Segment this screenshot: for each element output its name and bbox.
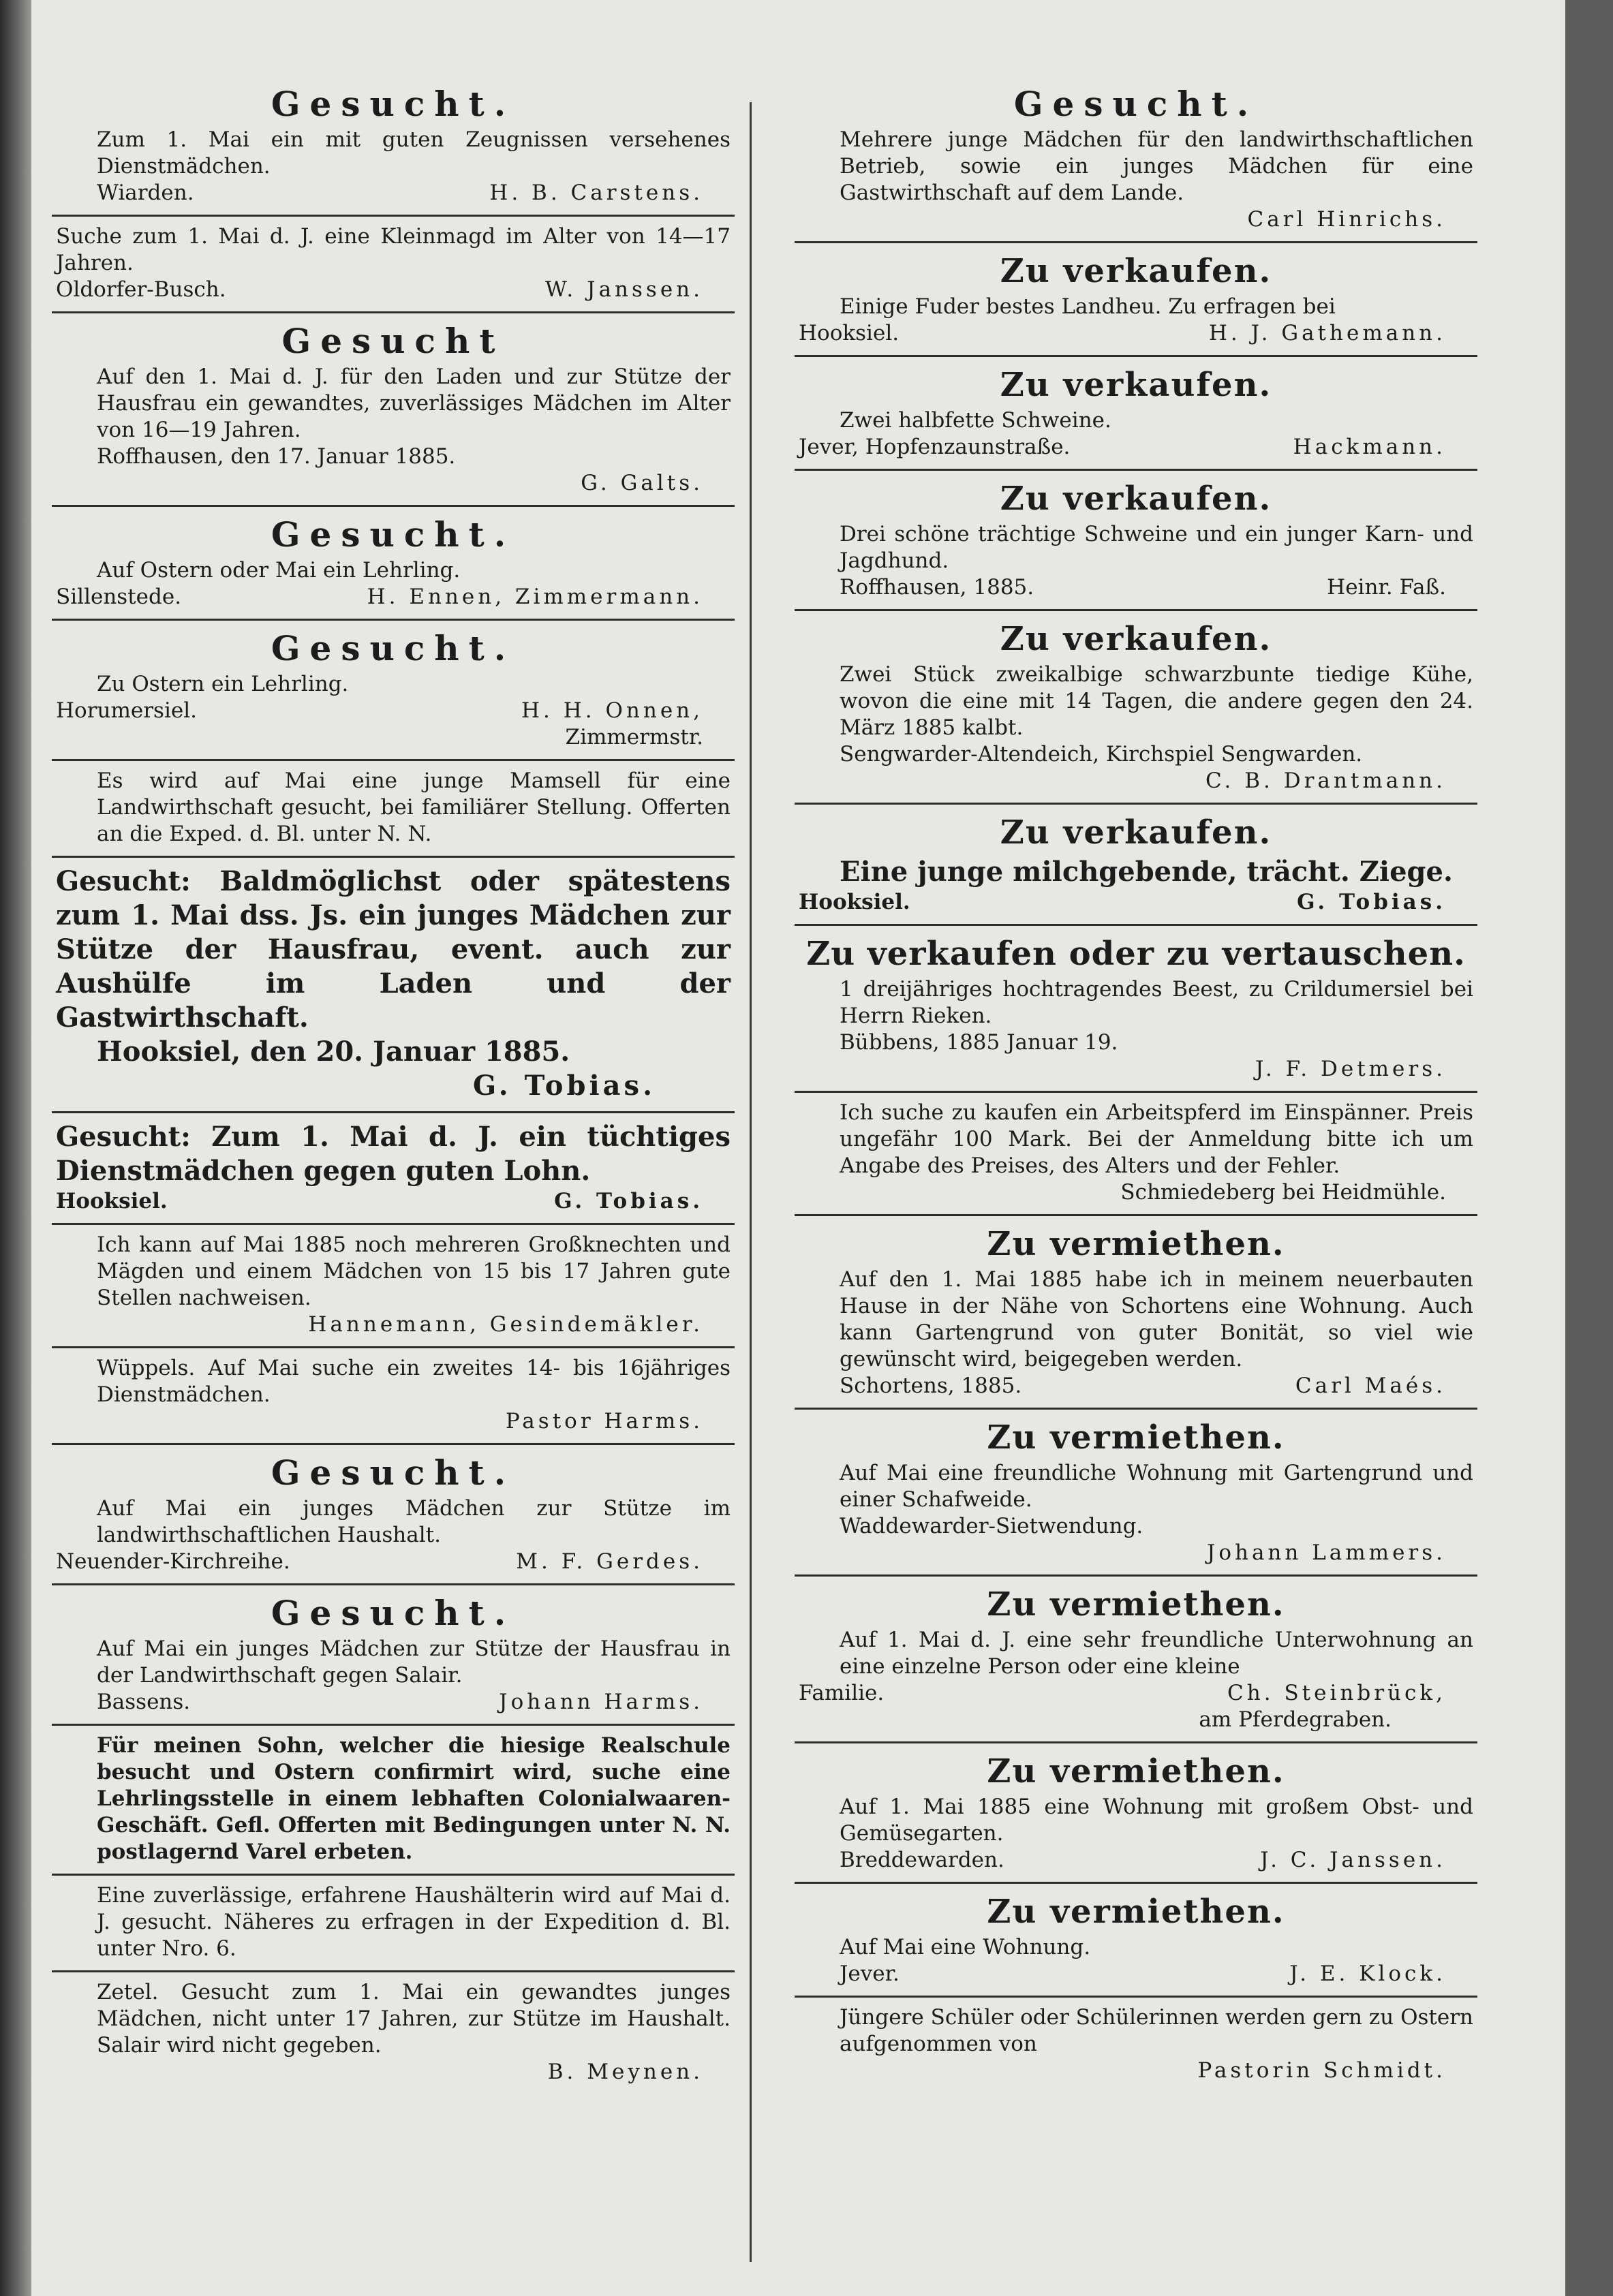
ad-heading: Zu verkaufen. [1000,480,1272,518]
ad-heading: Zu verkaufen. [1000,366,1272,404]
ad-text: Zetel. Gesucht zum 1. Mai ein gewandtes junges Mädchen, nicht unter 17 Jahren, zur Stütze im Haushalt. Salair wird nicht gegeben. [97,1980,731,2058]
ad-signature: Johann Lammers. [1206,1540,1446,1565]
ad-text: 1 dreijähriges hochtragendes Beest, zu Crildumersiel bei Herrn Rieken. [840,977,1473,1028]
ad-heading: Gesucht. [1013,84,1259,124]
ad-signature: B. Meynen. [547,2060,703,2084]
ad-left-9 [52,1232,735,1338]
ad-text: Einige Fuder bestes Landheu. Zu erfragen bei [840,294,1336,319]
ad-left-2 [52,223,735,303]
ad-signature: M. F. Gerdes. [516,1549,703,1574]
separator [795,803,1477,805]
separator [52,1724,735,1726]
ad-text: Wüppels. Auf Mai suche ein zweites 14- bis 16jähriges Dienstmädchen. [97,1356,731,1407]
ad-right-3 [795,364,1477,461]
ad-text: Ich kann auf Mai 1885 noch mehreren Großknechten und Mägden und einem Mädchen von 15 bis 17 Jahren gute Stellen nachweisen. [97,1232,731,1310]
ad-text: Auf Mai ein junges Mädchen zur Stütze im landwirthschaftlichen Haushalt. [97,1496,731,1547]
ad-place: Schortens, 1885. [840,1374,1022,1398]
ad-heading: Gesucht. [271,514,516,555]
ad-left-1 [52,83,735,206]
ad-text: Auf Mai eine freundliche Wohnung mit Gartengrund und einer Schafweide. [840,1461,1473,1512]
ad-text: Auf Ostern oder Mai ein Lehrling. [97,558,461,583]
ad-text: Auf Mai ein junges Mädchen zur Stütze der Hausfrau in der Landwirthschaft gegen Salair. [97,1636,731,1688]
ad-signature: H. Ennen, Zimmermann. [367,585,703,609]
ad-signature: G. Tobias. [554,1189,703,1213]
ad-text: Auf Mai eine Wohnung. [840,1935,1091,1959]
ad-heading: Gesucht. [271,84,516,124]
separator [52,1443,735,1445]
ad-heading: Zu verkaufen. [1000,813,1272,852]
separator [52,1223,735,1225]
separator [52,1583,735,1585]
ad-text: Gesucht: Baldmöglichst oder spätestens zum 1. Mai dss. Js. ein junges Mädchen zur Stütze der Hausfrau, event. auch zur Aushülfe im Laden und der Gastwirthschaft. [56,865,731,1034]
ad-text: Eine junge milchgebende, trächt. Ziege. [840,856,1453,888]
ad-place: Horumersiel. [56,698,197,723]
ad-signature: Carl Maés. [1295,1374,1446,1398]
separator [795,1996,1477,1998]
ad-text: Gesucht: Zum 1. Mai d. J. ein tüchtiges Dienstmädchen gegen guten Lohn. [56,1121,731,1187]
ad-left-3 [52,320,735,497]
separator [52,856,735,858]
left-column [52,80,735,2085]
ad-signature-line2: am Pferdegraben. [1199,1707,1392,1732]
ad-signature: J. F. Detmers. [1255,1057,1446,1081]
separator [795,355,1477,357]
ad-place: Hooksiel. [799,321,900,345]
ad-left-4 [52,514,735,610]
ad-text: Zu Ostern ein Lehrling. [97,672,349,696]
ad-heading: Zu vermiethen. [987,1752,1285,1790]
separator [795,1741,1477,1743]
ad-right-13 [795,1891,1477,1987]
ad-heading: Zu vermiethen. [987,1225,1285,1263]
ad-place: Hooksiel. [56,1189,168,1213]
ad-right-14 [795,2004,1477,2084]
ad-right-6 [795,811,1477,916]
ad-left-7 [52,865,735,1103]
ad-signature: Hackmann. [1293,435,1446,459]
ad-text: Drei schöne trächtige Schweine und ein junger Karn- und Jagdhund. [840,522,1473,573]
separator [795,469,1477,471]
ad-heading: Zu verkaufen. [1000,620,1272,658]
ad-right-2 [795,250,1477,347]
ad-place: Roffhausen, 1885. [840,575,1034,600]
newspaper-page [31,0,1565,2296]
ad-text: Zwei Stück zweikalbige schwarzbunte tiedige Kühe, wovon die eine mit 14 Tagen, die andere gegen den 24. März 1885 kalbt. [840,662,1473,740]
ad-signature: W. Janssen. [544,277,703,302]
ad-text: Mehrere junge Mädchen für den landwirthschaftlichen Betrieb, sowie ein junges Mädchen für eine Gastwirthschaft auf dem Lande. [840,127,1473,205]
ad-signature: G. Galts. [581,471,703,495]
ad-text: Es wird auf Mai eine junge Mamsell für eine Landwirthschaft gesucht, bei familiärer Stellung. Offerten an die Exped. d. Bl. unter N. N. [97,769,731,846]
ad-heading: Zu vermiethen. [987,1893,1285,1931]
separator [795,1214,1477,1216]
ad-signature: Hannemann, Gesindemäkler. [308,1312,703,1337]
ad-left-6 [52,768,735,848]
ad-dateline: Bübbens, 1885 Januar 19. [840,1030,1118,1055]
ad-place: Sillenstede. [56,585,182,609]
ad-heading: Zu verkaufen. [1000,252,1272,290]
separator [52,759,735,761]
separator [795,924,1477,926]
ad-left-15 [52,1979,735,2085]
separator [795,1091,1477,1093]
ad-heading: Zu vermiethen. [987,1418,1285,1457]
ad-left-10 [52,1355,735,1435]
ad-signature: Pastorin Schmidt. [1197,2058,1446,2083]
ad-heading: Gesucht. [271,1593,516,1633]
separator [52,215,735,217]
ad-place: Jever. [840,1961,900,1986]
ad-signature: Heinr. Faß. [1327,575,1446,600]
ad-heading: Gesucht. [271,1453,516,1493]
ad-signature: Pastor Harms. [505,1409,703,1433]
ad-signature: H. J. Gathemann. [1208,321,1446,345]
ad-left-8 [52,1120,735,1215]
separator [52,505,735,507]
ad-text: Jüngere Schüler oder Schülerinnen werden gern zu Ostern aufgenommen von [840,2005,1473,2056]
ad-place: Wiarden. [97,181,194,205]
ad-place: Waddewarder-Sietwendung. [840,1514,1143,1538]
separator [52,1970,735,1972]
ad-signature: G. Tobias. [473,1070,656,1102]
separator [52,619,735,621]
separator [52,1346,735,1348]
ad-text: Auf 1. Mai 1885 eine Wohnung mit großem Obst- und Gemüsegarten. [840,1795,1473,1846]
ad-right-9 [795,1223,1477,1399]
ad-right-10 [795,1416,1477,1566]
separator [52,1111,735,1113]
ad-signature: G. Tobias. [1297,890,1446,914]
ad-right-8 [795,1100,1477,1206]
ad-signature: J. E. Klock. [1289,1961,1446,1986]
ad-left-11 [52,1452,735,1575]
ad-right-1 [795,83,1477,233]
ad-text: Zum 1. Mai ein mit guten Zeugnissen versehenes Dienstmädchen. [97,127,731,179]
ad-dateline: Hooksiel, den 20. Januar 1885. [97,1036,570,1068]
ad-signature-line2: Zimmermstr. [565,725,703,749]
separator [52,1874,735,1876]
ad-text: Ich suche zu kaufen ein Arbeitspferd im Einspänner. Preis ungefähr 100 Mark. Bei der Anmeldung bitte ich um Angabe des Preises, des Alters und der Fehler. [840,1100,1473,1178]
ad-heading: Gesucht [281,321,505,361]
ad-place: Hooksiel. [799,890,910,914]
separator [795,609,1477,611]
ad-text: Suche zum 1. Mai d. J. eine Kleinmagd im Alter von 14—17 Jahren. [56,224,731,275]
ad-right-12 [795,1750,1477,1874]
ad-place: Sengwarder-Altendeich, Kirchspiel Sengwarden. [840,742,1363,766]
ad-text: Für meinen Sohn, welcher die hiesige Realschule besucht und Ostern confirmirt wird, suche eine Lehrlingsstelle in einem lebhaften Colonialwaaren-Geschäft. Gefl. Offerten mit Bedingungen unter N. N. postlagernd Varel erbeten. [97,1733,731,1864]
ad-place: Oldorfer-Busch. [56,277,226,302]
ad-place: Breddewarden. [840,1848,1004,1872]
ad-place: Bassens. [97,1690,191,1714]
ad-place: Neuender-Kirchreihe. [56,1549,290,1574]
ad-signature: C. B. Drantmann. [1205,769,1446,793]
column-divider [750,102,752,2262]
ad-place: Jever, Hopfenzaunstraße. [799,435,1071,459]
ad-heading: Zu vermiethen. [987,1585,1285,1624]
ad-heading: Zu verkaufen oder zu vertauschen. [806,935,1466,973]
ad-signature: H. B. Carstens. [489,181,703,205]
ad-place: Familie. [799,1681,885,1705]
ad-text: Auf 1. Mai d. J. eine sehr freundliche Unterwohnung an eine einzelne Person oder eine kleine [840,1628,1473,1679]
separator [795,1882,1477,1884]
ad-heading: Gesucht. [271,628,516,668]
ad-signature: Ch. Steinbrück, [1227,1681,1446,1705]
ad-right-5 [795,618,1477,794]
ad-text: Zwei halbfette Schweine. [840,408,1111,433]
separator [52,311,735,313]
ad-signature: Carl Hinrichs. [1247,207,1446,232]
ad-text: Eine zuverlässige, erfahrene Haushälterin wird auf Mai d. J. gesucht. Näheres zu erfragen in der Expedition d. Bl. unter Nro. 6. [97,1883,731,1961]
separator [795,241,1477,243]
ad-dateline: Roffhausen, den 17. Januar 1885. [97,444,456,469]
ad-signature: Johann Harms. [499,1690,703,1714]
ad-right-7 [795,933,1477,1083]
ad-left-5 [52,627,735,751]
separator [795,1574,1477,1577]
right-column [795,80,1477,2084]
ad-left-12 [52,1592,735,1716]
book-spine [0,0,31,2296]
ad-text: Auf den 1. Mai 1885 habe ich in meinem neuerbauten Hause in der Nähe von Schortens eine Wohnung. Auch kann Gartengrund von guter Bonität, so viel wie gewünscht wird, beigegeben werden. [840,1267,1473,1371]
ad-signature: Schmiedeberg bei Heidmühle. [1120,1180,1446,1205]
separator [795,1408,1477,1410]
ad-signature: H. H. Onnen, [521,698,703,723]
ad-left-14 [52,1882,735,1962]
ad-left-13 [52,1733,735,1865]
ad-text: Auf den 1. Mai d. J. für den Laden und zur Stütze der Hausfrau ein gewandtes, zuverlässiges Mädchen im Alter von 16—19 Jahren. [97,364,731,442]
ad-right-11 [795,1583,1477,1733]
ad-right-4 [795,478,1477,601]
ad-signature: J. C. Janssen. [1260,1848,1446,1872]
